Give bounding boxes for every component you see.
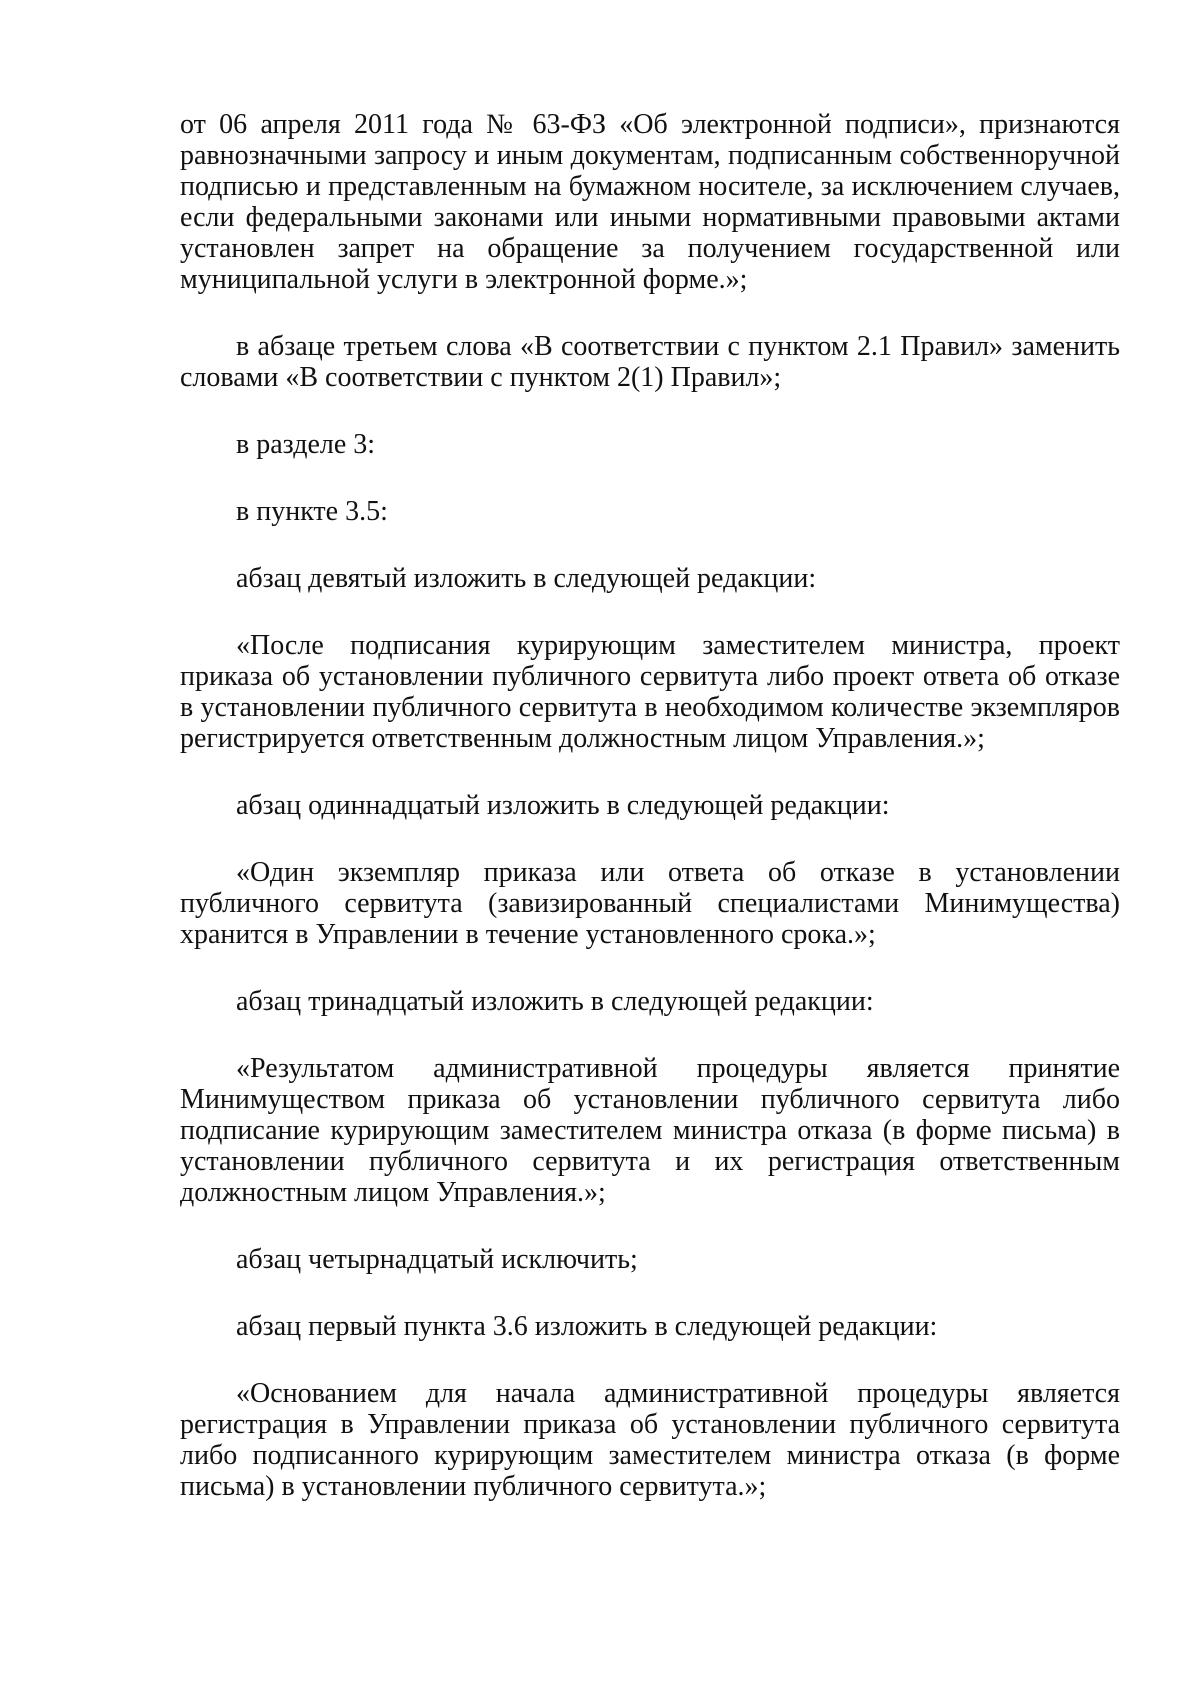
paragraph-replace-words: в абзаце третьем слова «В соответствии с пунктом 2.1 Правил» заменить словами «В соответствии с пунктом 2(1) Правил»; <box>180 331 1120 393</box>
document-body <box>180 109 1120 1502</box>
paragraph-thirteenth-abzac-text: «Результатом административной процедуры является принятие Минимуществом приказа об установлении публичного сервитута либо подписание курирующим заместителем министра отказа (в форме письма) в установлении публичного сервитута и их регистрация ответственным должностным лицом Управления.»; <box>180 1053 1120 1208</box>
paragraph-eleventh-abzac-text: «Один экземпляр приказа или ответа об отказе в установлении публичного сервитута (завизированный специалистами Минимущества) хранится в Управлении в течение установленного срока.»; <box>180 857 1120 950</box>
paragraph-item-3-6-heading: абзац первый пункта 3.6 изложить в следующей редакции: <box>236 1311 938 1342</box>
paragraph-section-3: в разделе 3: <box>236 429 376 460</box>
paragraph-item-3-5: в пункте 3.5: <box>236 496 388 527</box>
paragraph-ninth-abzac-text: «После подписания курирующим заместителем министра, проект приказа об установлении публичного сервитута либо проект ответа об отказе в установлении публичного сервитута в необходимом количестве экземпляров регистрируется ответственным должностным лицом Управления.»; <box>180 630 1120 754</box>
paragraph-item-3-6-text: «Основанием для начала административной процедуры является регистрация в Управлении приказа об установлении публичного сервитута либо подписанного курирующим заместителем министра отказа (в форме письма) в установлении публичного сервитута.»; <box>180 1378 1120 1502</box>
paragraph-thirteenth-abzac-heading: абзац тринадцатый изложить в следующей редакции: <box>236 986 874 1017</box>
paragraph-continuation-electronic-signature: от 06 апреля 2011 года № 63-ФЗ «Об электронной подписи», признаются равнозначными запросу и иным документам, подписанным собственноручной подписью и представленным на бумажном носителе, за исключением случаев, если федеральными законами или иными нормативными правовыми актами установлен запрет на обращение за получением государственной или муниципальной услуги в электронной форме.»; <box>180 109 1120 295</box>
paragraph-ninth-abzac-heading: абзац девятый изложить в следующей редакции: <box>236 563 817 594</box>
paragraph-fourteenth-abzac-exclude: абзац четырнадцатый исключить; <box>236 1244 638 1275</box>
paragraph-eleventh-abzac-heading: абзац одиннадцатый изложить в следующей редакции: <box>236 790 890 821</box>
